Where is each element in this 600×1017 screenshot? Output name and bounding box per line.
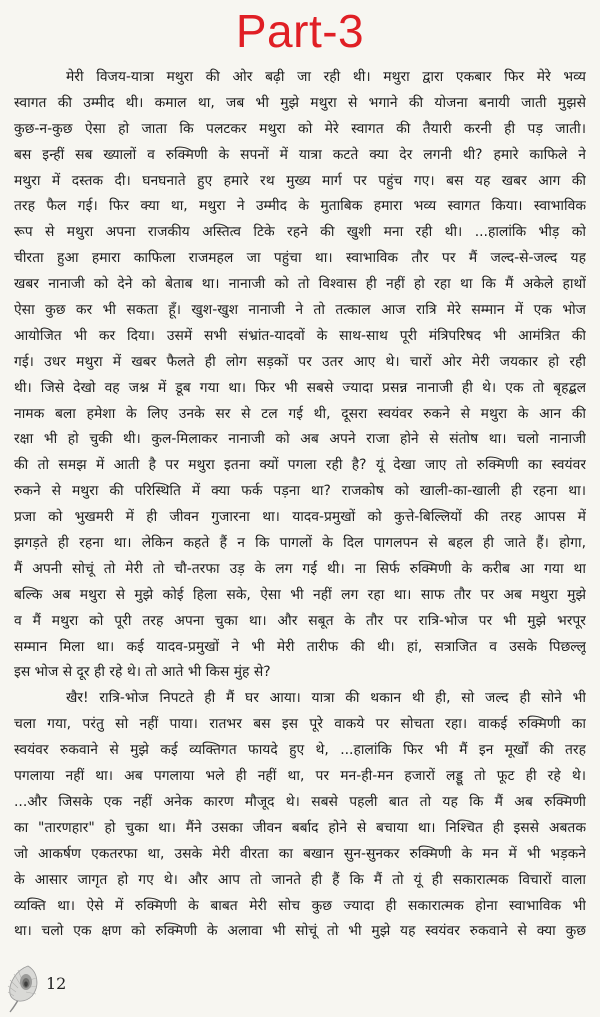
text-line: स्वयंवर रुकवाने से मुझे कई व्यक्तिगत फायदे हुए थे, ...हालांकि फिर भी मैं इन मूर्खों की तरह <box>14 742 586 759</box>
text-line: चीरता हुआ हमारा काफिला राजमहल जा पहुंचा था। स्वाभाविक तौर पर मैं जल्द-से-जल्द यह <box>14 250 586 267</box>
text-line: था। चलो एक क्षण को रुक्मिणी के अलावा भी सोचूं तो भी मुझे यह स्वयंवर रुकवाने से क्या कुछ <box>14 923 586 940</box>
text-line: मैं अपनी सोचूं तो मेरी तो चौ-तरफा उड़ के लग गई थी। ना सिर्फ रुक्मिणी के करीब आ गया था <box>14 560 586 577</box>
text-line: सम्मान मिला था। कई यादव-प्रमुखों ने भी मेरी तारीफ की थी। हां, सत्राजित व उसके पिछल्लू <box>14 638 586 655</box>
text-line: मेरी विजय-यात्रा मथुरा की ओर बढ़ी जा रही थी। मथुरा द्वारा एकबार फिर मेरे भव्य <box>66 69 586 85</box>
peacock-feather-icon <box>4 962 44 1014</box>
text-line: प्रजा को भुखमरी में ही जीवन गुजारना था। यादव-प्रमुखों को कुत्ते-बिल्लियों की तरह आपस में <box>14 509 586 526</box>
text-line: कुछ-न-कुछ ऐसा हो जाता कि पलटकर मथुरा को मेरे स्वागत की तैयारी करनी ही पड़ जाती। <box>14 120 586 137</box>
text-line: के आसार जागृत हो गए थे। और आप तो जानते ही हैं कि मैं तो यूं ही सकारात्मक विचारों वाला <box>14 871 586 888</box>
text-line: खैर! रात्रि-भोज निपटते ही मैं घर आया। यात्रा की थकान थी ही, सो जल्द ही सोने भी <box>66 690 586 707</box>
text-line: इस भोज से दूर ही रहे थे। तो आते भी किस मुंह से? <box>14 664 271 681</box>
text-line: गई। उधर मथुरा में खबर फैलते ही लोग सड़कों पर उतर आए थे। चारों ओर मेरी जयकार हो रही <box>14 353 586 370</box>
text-line: ऐसा कुछ कर भी सकता हूँ। खुश-खुश नानाजी ने तो तत्काल आज रात्रि मेरे सम्मान में एक भोज <box>14 302 586 319</box>
page-heading: Part-3 <box>235 5 365 57</box>
text-line: नामक बला हमेशा के लिए उनके सर से टल गई थी, दूसरा स्वयंवर रुकने से मथुरा के आन की <box>14 405 586 422</box>
text-line: स्वागत की उम्मीद थी। कमाल था, जब भी मुझे मथुरा से भगाने की योजना बनायी जाती मुझसे <box>14 94 586 111</box>
text-line: बस इन्हीं सब ख्यालों व रुक्मिणी के सपनों में यात्रा कटते क्या देर लगनी थी? हमारे काफिले ने <box>14 146 586 163</box>
text-line: रक्षा भी हो चुकी थी। कुल-मिलाकर नानाजी को अब अपने राजा होने से संतोष था। चलो नानाजी <box>14 431 586 448</box>
text-line: की तो समझ में आती है पर मथुरा इतना क्यों पगला रही है? यूं देखा जाए तो रुक्मिणी का स्वयंवर <box>14 457 586 474</box>
text-line: रूप से मथुरा अपना राजकीय अस्तित्व टिके रहने की खुशी मना रही थी। ...हालांकि भीड़ को <box>14 224 586 241</box>
text-line: चला गया, परंतु सो नहीं पाया। रातभर बस इस पूरे वाकये पर सोचता रहा। वाकई रुक्मिणी का <box>14 716 586 733</box>
text-line: व्यक्ति था। ऐसे में रुक्मिणी के बाबत मेरी सोच कुछ ज्यादा ही सकारात्मक होना स्वाभाविक भी <box>14 897 586 914</box>
text-line: आयोजित भी कर दिया। उसमें सभी संभ्रांत-यादवों के साथ-साथ पूरी मंत्रिपरिषद भी आमंत्रित की <box>14 327 586 344</box>
text-line: का "तारणहार" हो चुका था। मैंने उसका जीवन बर्बाद होने से बचाया था। निश्चित ही इससे अबतक <box>14 819 586 836</box>
text-line: ...और जिसके एक नहीं अनेक कारण मौजूद थे। सबसे पहली बात तो यह कि मैं अब रुक्मिणी <box>14 793 586 810</box>
text-line: थी। जिसे देखो वह जश्न में डूब गया था। फिर भी सबसे ज्यादा प्रसन्न नानाजी ही थे। एक तो बृहद्बल <box>14 379 586 396</box>
text-line: तरह फैल गई। फिर क्या था, मथुरा ने उम्मीद के मुताबिक हमारा भव्य स्वागत किया। स्वाभाविक <box>14 198 586 215</box>
page-number: 12 <box>46 974 67 993</box>
text-line: रुकने से मथुरा की परिस्थिति में क्या फर्क पड़ना था? राजकोष को खाली-का-खाली ही रहना था। <box>14 483 586 500</box>
text-line: खबर नानाजी को देने को बेताब था। नानाजी को तो विश्वास ही नहीं हो रहा था कि मैं अकेले हाथों <box>14 276 586 293</box>
text-line: जो आकर्षण एकतरफा था, उसके मेरी वीरता का बखान सुन-सुनकर रुक्मिणी के मन में भी भड़कने <box>14 845 586 862</box>
text-line: मथुरा में दस्तक दी। घनघनाते हुए हमारे रथ मुख्य मार्ग पर पहुंच गए। बस यह खबर आग की <box>14 172 586 189</box>
body-text <box>14 65 586 945</box>
text-line: झगड़ते ही रहना था। लेकिन कहते हैं न कि पागलों के दिल पागलपन से बहल ही जाते हैं। होगा, <box>14 535 586 552</box>
text-line: बल्कि अब मथुरा से मुझे कोई हिला सके, ऐसा भी नहीं लग रहा था। साफ तौर पर अब मथुरा मुझे <box>14 586 586 603</box>
text-line: पगलाया नहीं था। अब पगलाया भले ही नहीं था, पर मन-ही-मन हजारों लड्डू तो फूट ही रहे थे। <box>14 768 586 785</box>
text-line: व मैं मथुरा को पूरी तरह अपना चुका था। और सबूत के तौर पर रात्रि-भोज पर भी मुझे भरपूर <box>14 612 586 629</box>
